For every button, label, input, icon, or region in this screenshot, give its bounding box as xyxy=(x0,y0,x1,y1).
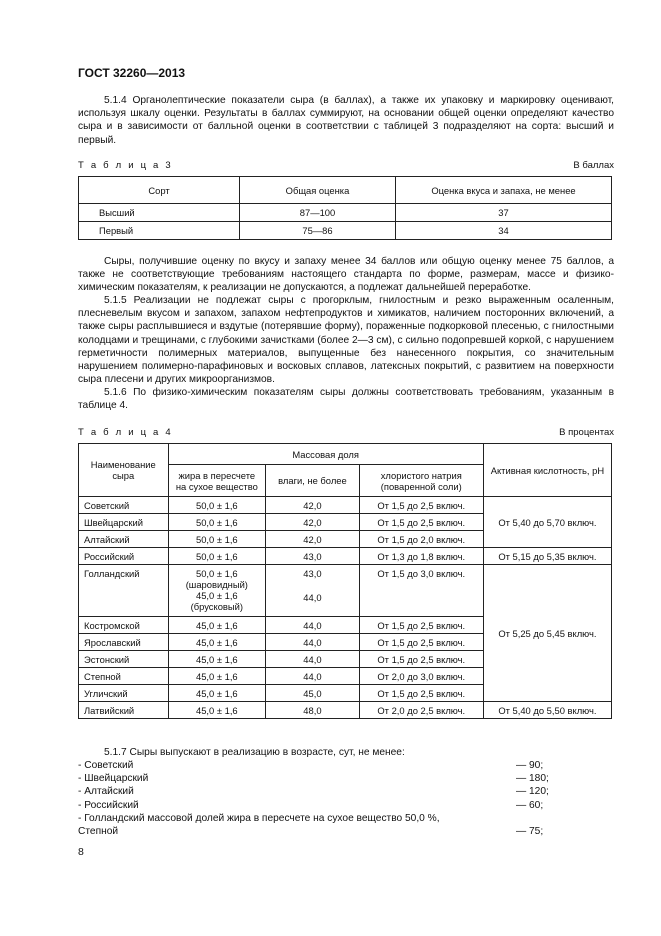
table4-cell-name: Российский xyxy=(79,548,169,565)
age-value: — 180; xyxy=(516,773,549,785)
table4-cell-name: Степной xyxy=(79,668,169,685)
table4-cell-salt: От 1,5 до 2,5 включ. xyxy=(359,634,483,651)
age-label: - Голландский массовой долей жира в пересчете на сухое вещество 50,0 %, xyxy=(78,812,440,824)
table4-cell-salt: От 2,0 до 2,5 включ. xyxy=(359,702,483,719)
table4-cell-name: Латвийский xyxy=(79,702,169,719)
table4-cell-fat: 50,0 ± 1,6 xyxy=(168,531,266,548)
table4-header-ph: Активная кислотность, pH xyxy=(483,444,611,497)
table4-cell-moisture: 42,0 xyxy=(266,514,360,531)
table-row xyxy=(79,204,612,222)
table4-cell-moisture: 42,0 xyxy=(266,531,360,548)
fat-value-bar: 45,0 ± 1,6 xyxy=(196,590,238,601)
table4-cell-moisture xyxy=(266,565,360,617)
fat-label-spherical: (шаровидный) xyxy=(185,579,248,590)
paragraph-5-1-6: 5.1.6 По физико-химическим показателям сыры должны соответствовать требованиям, указанным в таблице 4. xyxy=(78,387,614,412)
table4-cell-name: Швейцарский xyxy=(79,514,169,531)
table4-cell-fat: 45,0 ± 1,6 xyxy=(168,634,266,651)
table4-cell-ph: От 5,25 до 5,45 включ. xyxy=(483,565,611,702)
table3-header: Сорт xyxy=(79,177,240,204)
table4-cell-fat: 50,0 ± 1,6 xyxy=(168,497,266,514)
list-item xyxy=(78,772,558,785)
age-label: - Российский xyxy=(78,799,139,811)
table4-cell-fat: 45,0 ± 1,6 xyxy=(168,651,266,668)
table4-cell-salt: От 1,5 до 2,5 включ. xyxy=(359,651,483,668)
table3-cell: 34 xyxy=(396,222,612,240)
table4-cell-name: Советский xyxy=(79,497,169,514)
table4-cell-salt: От 1,5 до 2,5 включ. xyxy=(359,685,483,702)
table4-header-mass: Массовая доля xyxy=(168,444,483,465)
document-header: ГОСТ 32260—2013 xyxy=(78,66,186,80)
list-item xyxy=(78,759,558,772)
table-3 xyxy=(78,176,612,240)
table3-header: Оценка вкуса и запаха, не менее xyxy=(396,177,612,204)
table4-cell-moisture: 44,0 xyxy=(266,634,360,651)
table4-cell-name: Голландский xyxy=(79,565,169,617)
table-4 xyxy=(78,443,612,719)
list-item xyxy=(78,825,558,838)
paragraph-sort-rules: Сыры, получившие оценку по вкусу и запаху менее 34 баллов или общую оценку менее 75 баллов, а также не соответствующие требованиям настоящего стандарта по форме, размерам, массе и физико-химическим показателям, к реализации не допускаются, а подлежат дальнейшей переработке. xyxy=(78,256,614,294)
table4-caption: Т а б л и ц а 4 xyxy=(78,427,173,438)
table4-cell-fat: 45,0 ± 1,6 xyxy=(168,702,266,719)
table4-cell-moisture: 43,0 xyxy=(266,548,360,565)
table4-cell-fat: 50,0 ± 1,6 xyxy=(168,548,266,565)
table4-cell-salt: От 1,3 до 1,8 включ. xyxy=(359,548,483,565)
table3-cell: Первый xyxy=(79,222,240,240)
table3-caption-row xyxy=(78,160,614,171)
table4-caption-row xyxy=(78,427,614,438)
table4-unit: В процентах xyxy=(559,427,614,438)
table3-cell: 75—86 xyxy=(240,222,396,240)
table4-cell-moisture: 48,0 xyxy=(266,702,360,719)
table4-cell-salt: От 2,0 до 3,0 включ. xyxy=(359,668,483,685)
table4-cell-moisture: 45,0 xyxy=(266,685,360,702)
table3-unit: В баллах xyxy=(573,160,614,171)
table4-cell-ph: От 5,15 до 5,35 включ. xyxy=(483,548,611,565)
age-value: — 60; xyxy=(516,799,544,811)
table4-cell-salt: От 1,5 до 2,5 включ. xyxy=(359,514,483,531)
list-item xyxy=(78,799,558,812)
table-row xyxy=(79,702,612,719)
page-number: 8 xyxy=(78,846,84,858)
moisture-value-spherical: 43,0 xyxy=(303,568,322,579)
table3-cell: 37 xyxy=(396,204,612,222)
table4-cell-name: Костромской xyxy=(79,617,169,634)
table-row xyxy=(79,548,612,565)
table4-cell-moisture: 44,0 xyxy=(266,617,360,634)
age-label: - Алтайский xyxy=(78,786,134,798)
table4-cell-name: Угличский xyxy=(79,685,169,702)
table-row xyxy=(79,565,612,617)
table4-cell-name: Ярославский xyxy=(79,634,169,651)
table4-header-moisture: влаги, не более xyxy=(266,465,360,497)
table4-cell-salt: От 1,5 до 3,0 включ. xyxy=(359,565,483,617)
table4-cell-fat: 45,0 ± 1,6 xyxy=(168,668,266,685)
table4-header-fat: жира в пересчете на сухое вещество xyxy=(168,465,266,497)
table4-cell-salt: От 1,5 до 2,5 включ. xyxy=(359,617,483,634)
age-list xyxy=(78,759,558,838)
age-value: — 120; xyxy=(516,786,549,798)
table4-cell-fat: 50,0 ± 1,6 xyxy=(168,514,266,531)
paragraph-5-1-4: 5.1.4 Органолептические показатели сыра (в баллах), а также их упаковку и маркировку оценивают, используя шкалу оценки. Результаты в баллах суммируют, на основании общей оценки определяют качество сыра и в зависимости от балльной оценки в соответствии с таблицей 3 подразделяют на сорта: высший и первый. xyxy=(78,95,614,146)
table4-cell-salt: От 1,5 до 2,0 включ. xyxy=(359,531,483,548)
table4-cell-ph: От 5,40 до 5,50 включ. xyxy=(483,702,611,719)
paragraph-5-1-7: 5.1.7 Сыры выпускают в реализацию в возрасте, сут, не менее: xyxy=(104,747,405,758)
table4-cell-moisture: 44,0 xyxy=(266,668,360,685)
table4-cell-name: Алтайский xyxy=(79,531,169,548)
table4-cell-ph: От 5,40 до 5,70 включ. xyxy=(483,497,611,548)
table4-cell-fat: 45,0 ± 1,6 xyxy=(168,685,266,702)
fat-label-bar: (брусковый) xyxy=(190,601,243,612)
age-value: — 90; xyxy=(516,760,544,771)
table4-header-salt: хлористого натрия (поваренной соли) xyxy=(359,465,483,497)
age-label: - Швейцарский xyxy=(78,773,149,785)
table3-cell: 87—100 xyxy=(240,204,396,222)
list-item xyxy=(78,785,558,798)
table4-cell-fat xyxy=(168,565,266,617)
age-label: - Советский xyxy=(78,760,134,771)
table3-caption: Т а б л и ц а 3 xyxy=(78,160,173,171)
table3-header: Общая оценка xyxy=(240,177,396,204)
table4-cell-moisture: 42,0 xyxy=(266,497,360,514)
paragraph-5-1-5: 5.1.5 Реализации не подлежат сыры с прогорклым, гнилостным и резко выраженным осаленным, плесневелым вкусом и запахом, запахом нефтепродуктов и химикатов, наличием посторонних включений, а также сыры расплывшиеся и вздутые (потерявшие форму), пораженные подкорковой плесенью, с гнилостными колодцами и трещинами, с глубокими зачистками (более 2—3 см), с сильно подопревшей коркой, с нарушением герметичности полимерных материалов, выпущенные без нанесенного покрытия, со значительным нарушением полимерно-парафиновых и восковых сплавов, латексных покрытий, с развитием на поверхности сыра плесени и других микроорганизмов. xyxy=(78,295,614,386)
age-value: — 75; xyxy=(516,825,544,837)
table4-header-name: Наименование сыра xyxy=(79,444,169,497)
table3-cell: Высший xyxy=(79,204,240,222)
fat-value-spherical: 50,0 ± 1,6 xyxy=(196,568,238,579)
list-item xyxy=(78,812,558,825)
table4-cell-moisture: 44,0 xyxy=(266,651,360,668)
table-row xyxy=(79,222,612,240)
table-row xyxy=(79,497,612,514)
table4-cell-name: Эстонский xyxy=(79,651,169,668)
table4-cell-salt: От 1,5 до 2,5 включ. xyxy=(359,497,483,514)
moisture-value-bar: 44,0 xyxy=(303,592,322,603)
table4-cell-fat: 45,0 ± 1,6 xyxy=(168,617,266,634)
age-label: Степной xyxy=(78,825,119,837)
